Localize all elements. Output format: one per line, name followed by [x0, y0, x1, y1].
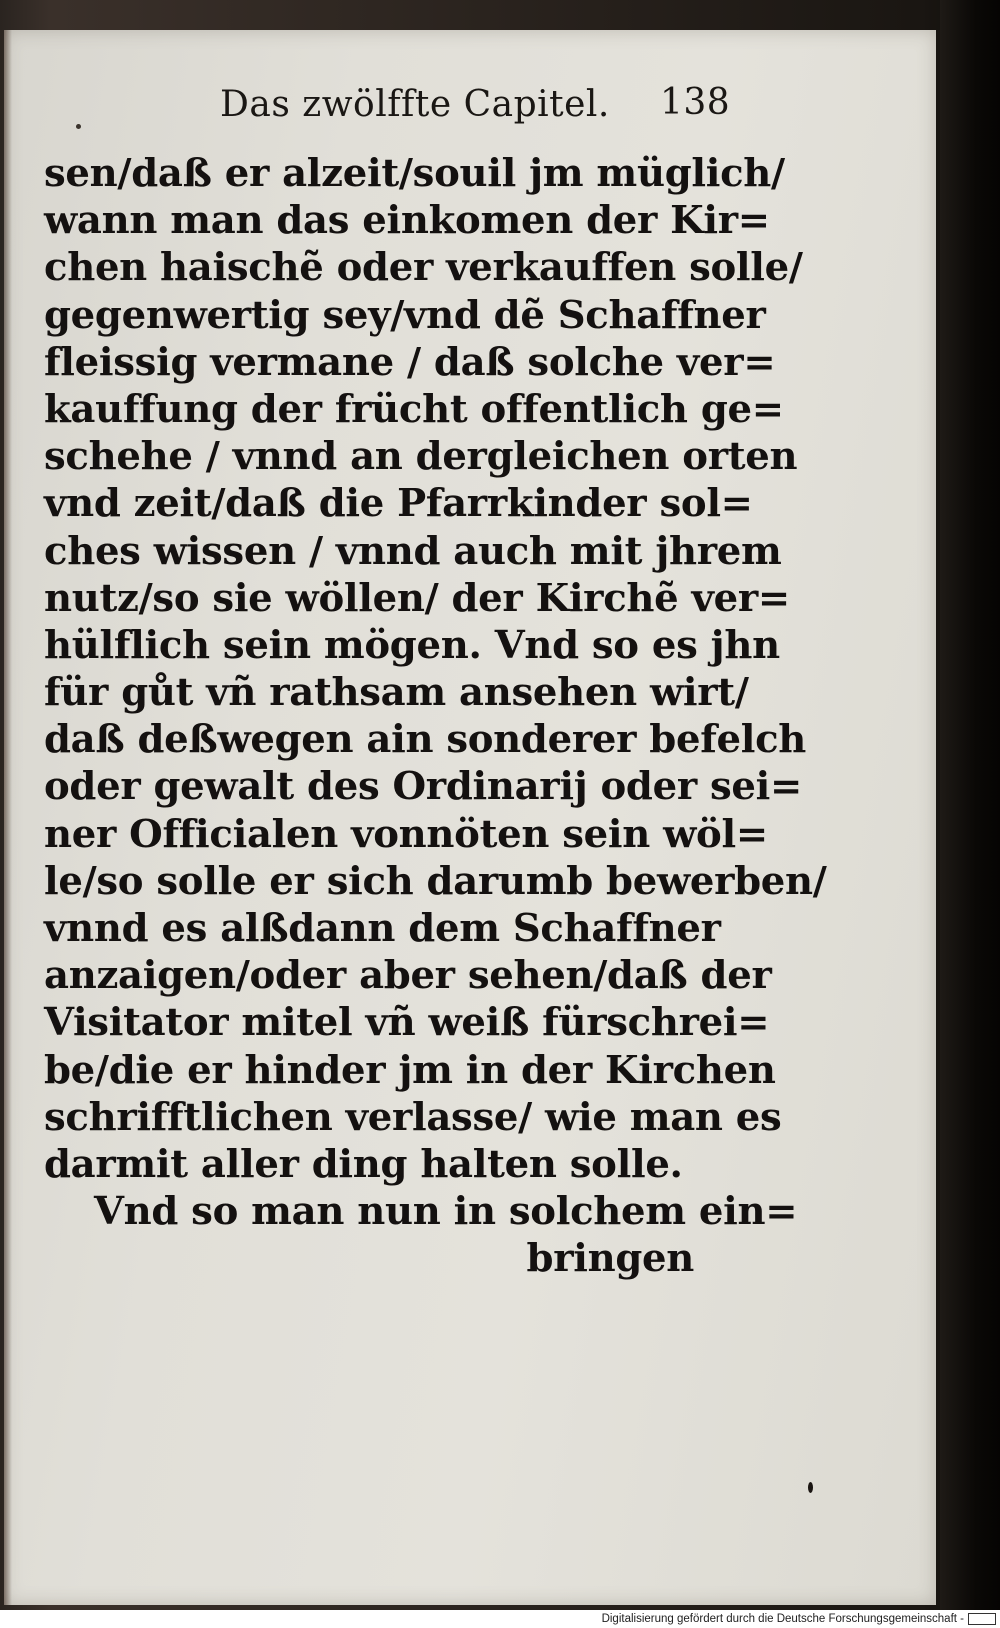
text-line: wann man das einkomen der Kir=: [44, 198, 770, 244]
text-line: le/so solle er sich darumb bewerben/: [44, 858, 827, 904]
book-edge: [940, 0, 1000, 1610]
text-line: darmit aller ding halten solle.: [44, 1141, 683, 1187]
footer-bar: [0, 1610, 1000, 1628]
text-line: chen haischẽ oder verkauffen solle/: [44, 245, 803, 291]
page-number: 138: [660, 82, 731, 123]
body-text: [44, 150, 827, 1283]
text-line: Visitator mitel vñ weiß fürschrei=: [44, 1000, 770, 1046]
text-line: nutz/so sie wöllen/ der Kirchẽ ver=: [44, 575, 790, 621]
text-line: vnd zeit/daß die Pfarrkinder sol=: [44, 481, 753, 527]
catchword: bringen: [526, 1236, 694, 1282]
paragraph-start-line: Vnd so man nun in solchem ein=: [94, 1189, 798, 1235]
text-line: schrifftlichen verlasse/ wie man es: [44, 1094, 782, 1140]
text-line: daß deßwegen ain sonderer befelch: [44, 717, 807, 763]
text-line: hülflich sein mögen. Vnd so es jhn: [44, 622, 780, 668]
text-line: kauffung der frücht offentlich ge=: [44, 386, 784, 432]
ink-dot: [808, 1482, 813, 1493]
ink-mark: [76, 124, 81, 129]
text-line: ner Officialen vonnöten sein wöl=: [44, 811, 768, 857]
text-line: vnnd es alßdann dem Schaffner: [44, 906, 721, 951]
running-header: [200, 78, 731, 128]
text-line: be/die er hinder jm in der Kirchen: [44, 1047, 776, 1093]
text-line: gegenwertig sey/vnd dẽ Schaffner: [44, 292, 766, 338]
text-line: fleissig vermane / daß solche ver=: [44, 339, 776, 385]
funding-credit: Digitalisierung gefördert durch die Deutsche Forschungsgemeinschaft -: [601, 1613, 964, 1625]
text-line: sen/daß er alzeit/souil jm müglich/: [44, 151, 785, 196]
dfg-logo: [968, 1613, 996, 1625]
text-line: oder gewalt des Ordinarij oder sei=: [44, 764, 803, 810]
text-line: ches wissen / vnnd auch mit jhrem: [44, 528, 782, 574]
text-line: anzaigen/oder aber sehen/daß der: [44, 953, 772, 999]
text-line: für gůt vñ rathsam ansehen wirt/: [44, 670, 749, 716]
chapter-title: Das zwölffte Capitel.: [220, 84, 610, 125]
page-gutter-shadow: [4, 30, 12, 1605]
text-line: schehe / vnnd an dergleichen orten: [44, 434, 798, 480]
